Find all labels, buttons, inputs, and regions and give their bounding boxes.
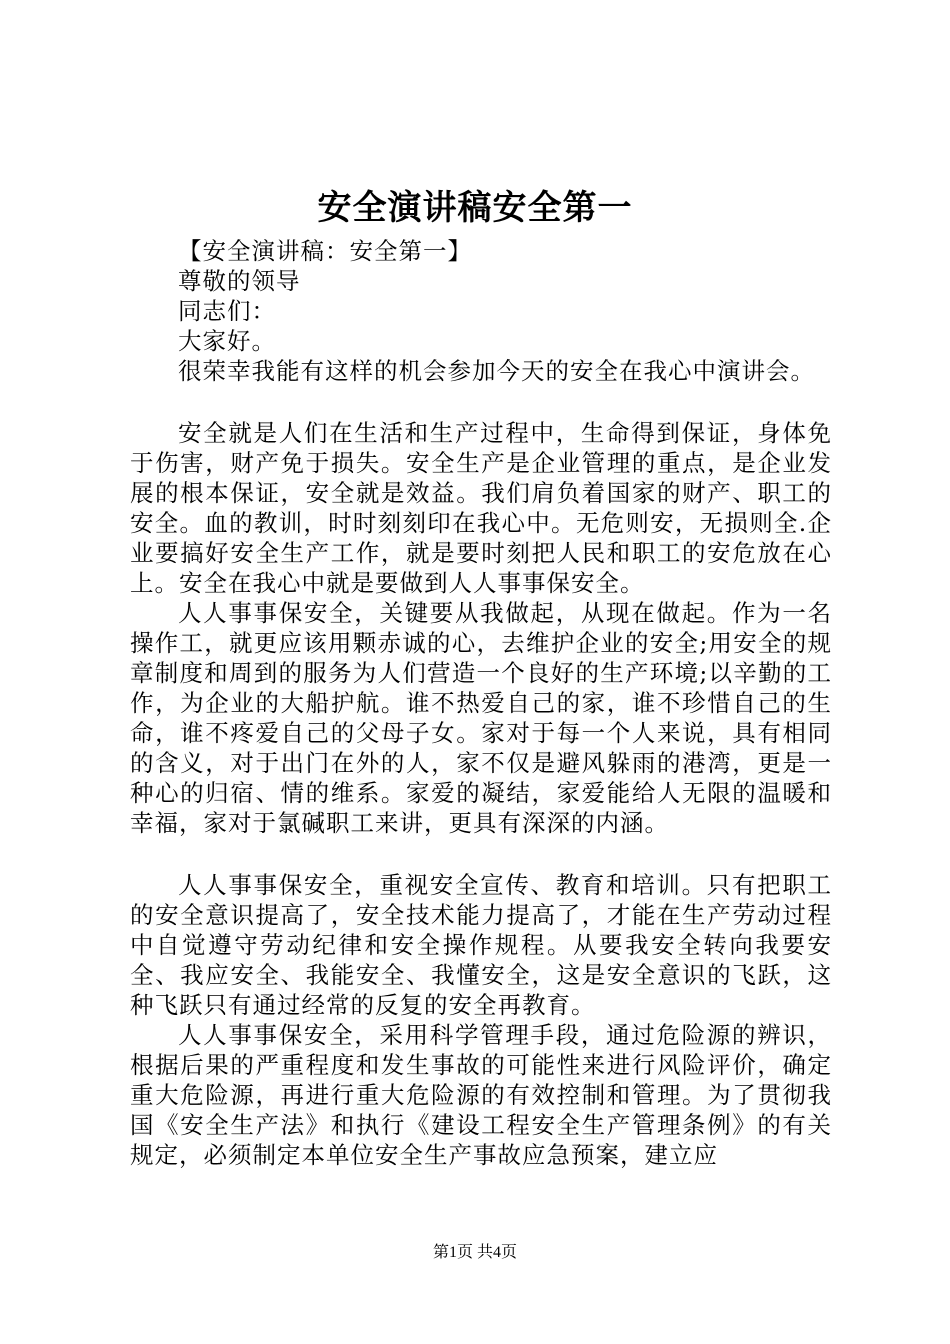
speech-heading: 【安全演讲稿：安全第一】: [178, 237, 472, 265]
paragraph-gap: [130, 838, 832, 870]
paragraph-safety-definition: 安全就是人们在生活和生产过程中，生命得到保证，身体免于伤害，财产免于损失。安全生产是企业管理的重点，是企业发展的根本保证，安全就是效益。我们肩负着国家的财产、职工的安全。血的教训，时时刻刻印在我心中。无危则安，无损则全.企业要搞好安全生产工作，就是要时刻把人民和职工的安危放在心上。安全在我心中就是要做到人人事事保安全。: [130, 419, 832, 597]
paragraph-education: 人人事事保安全，重视安全宣传、教育和培训。只有把职工的安全意识提高了，安全技术能力提高了，才能在生产劳动过程中自觉遵守劳动纪律和安全操作规程。从要我安全转向我要安全、我应安全、我能安全、我懂安全，这是安全意识的飞跃，这种飞跃只有通过经常的反复的安全再教育。: [130, 871, 832, 1019]
paragraph-start-with-me: 人人事事保安全，关键要从我做起，从现在做起。作为一名操作工，就更应该用颗赤诚的心，去维护企业的安全;用安全的规章制度和周到的服务为人们营造一个良好的生产环境;以辛勤的工作，为企业的大船护航。谁不热爱自己的家，谁不珍惜自己的生命，谁不疼爱自己的父母子女。家对于每一个人来说，具有相同的含义，对于出门在外的人，家不仅是避风躲雨的港湾，更是一种心的归宿、情的维系。家爱的凝结，家爱能给人无限的温暖和幸福，家对于氯碱职工来讲，更具有深深的内涵。: [130, 599, 832, 837]
salutation-comrades: 同志们：: [178, 297, 276, 325]
paragraph-gap: [130, 386, 832, 418]
page-number: 第1页 共4页: [432, 1244, 517, 1261]
document-body: [130, 236, 832, 1170]
document-title: 安全演讲稿安全第一: [317, 188, 633, 228]
paragraph-scientific-management: 人人事事保安全，采用科学管理手段，通过危险源的辨识，根据后果的严重程度和发生事故的可能性来进行风险评价，确定重大危险源，再进行重大危险源的有效控制和管理。为了贯彻我国《安全生产法》和执行《建设工程安全生产管理条例》的有关规定，必须制定本单位安全生产事故应急预案，建立应: [130, 1021, 832, 1169]
intro-line: 很荣幸我能有这样的机会参加今天的安全在我心中演讲会。: [178, 357, 815, 385]
salutation-leaders: 尊敬的领导: [178, 267, 301, 295]
greeting: 大家好。: [178, 327, 276, 355]
